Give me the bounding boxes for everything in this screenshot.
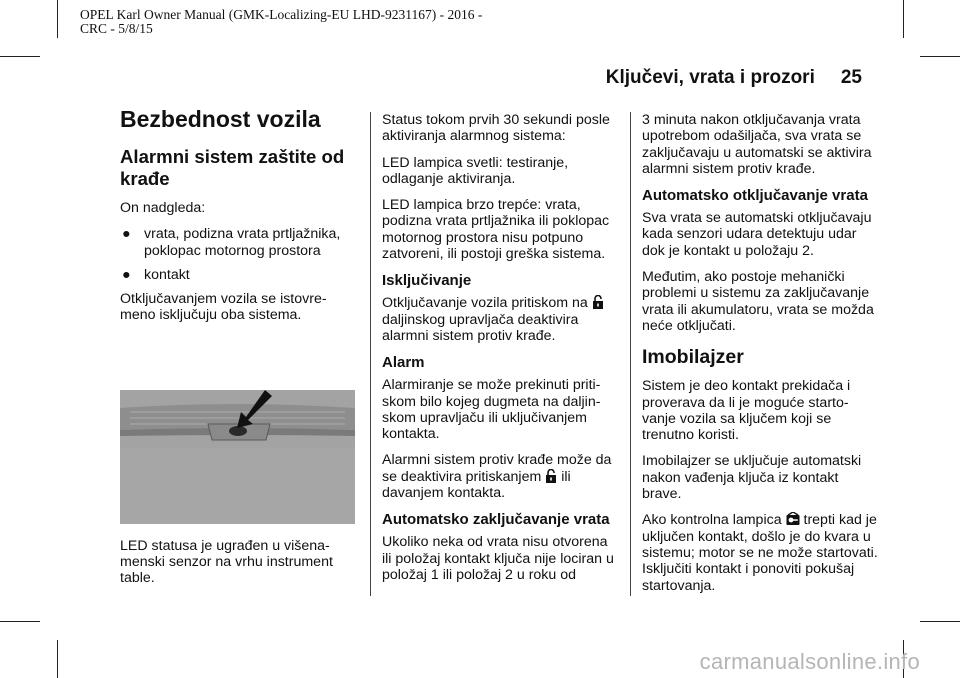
unlock-padlock-icon [545,469,557,483]
paragraph-alarm-1: Alarmiranje se može prekinuti priti-skom bilo kojeg dugmeta na daljin-skom upravljaču ili uključivanjem kontakta. [382,377,601,443]
crop-mark [57,640,58,678]
paragraph-alarm-2: Alarmni sistem protiv krađe može da se deaktivira pritiskanjem ili davanjem kontakta. [382,452,612,502]
crop-mark [0,621,40,622]
column-1 [120,106,360,597]
heading-deactivation: Isključivanje [382,272,472,290]
dashboard-illustration-svg [120,390,355,524]
page-number: 25 [840,67,862,88]
meta-line-1: OPEL Karl Owner Manual (GMK-Localizing-EU LHD-9231167) - 2016 - [80,7,483,22]
immobilizer-warning-icon [786,512,800,526]
paragraph-led-flash: LED lampica brzo trepće: vrata, podizna vrata prtljažnika ili poklopac motornog prostora nisu potpuno zatvoreni, ili postoji greška sistema. [382,197,610,263]
dashboard-led-illustration [120,390,355,524]
crop-mark [903,0,904,38]
paragraph-monitors: On nadgleda: [120,200,206,216]
unlock-padlock-icon [592,295,604,309]
bullet-icon: ● [122,226,131,243]
paragraph-status-intro: Status tokom prvih 30 sekundi posle aktiviranja alarmnog sistema: [382,112,610,145]
crop-mark [920,621,960,622]
heading-immobilizer: Imobilajzer [642,346,744,369]
paragraph-immobilizer-2: Imobilajzer se uključuje automatski nakon vađenja ključa iz kontakt brave. [642,453,862,503]
heading-auto-lock: Automatsko zaključavanje vrata [382,511,610,529]
monitored-items-list [120,226,360,283]
crop-mark [920,56,960,57]
paragraph-auto-unlock-2: Međutim, ako postoje mehanički problemi u sistemu za zaključavanje vrata ili akumulatoru, vrata se možda neće otključati. [642,269,874,334]
paragraph-immobilizer-3: Ako kontrolna lampica trepti kad je uključen kontakt, došlo je do kvara u sistemu; motor se ne može startovati. Isključiti kontakt i ponoviti pokušaj startovanja. [642,512,878,594]
running-head [606,67,862,89]
paragraph-unlock: Otključavanjem vozila se istovre-meno isključuju oba sistema. [120,291,327,324]
chapter-title: Ključevi, vrata i prozori [605,67,815,88]
column-3 [642,112,880,604]
document-meta [80,8,482,36]
heading-alarm: Alarm [382,354,425,372]
bullet-icon: ● [122,266,131,283]
heading-auto-unlock: Automatsko otključavanje vrata [642,187,868,205]
section-title: Bezbednost vozila [120,106,321,132]
paragraph-auto-unlock: Sva vrata se automatski otključavaju kada senzori udara detektuju udar dok je kontakt u položaju 2. [642,210,872,259]
meta-line-2: CRC - 5/8/15 [80,21,153,36]
subsection-title-alarm-system: Alarmni sistem zaštite od krađe [120,146,345,189]
column-divider [370,112,371,596]
list-item: ● vrata, podizna vrata prtljažnika, poklopac motornog prostora [122,226,341,259]
list-item: ● kontakt [122,266,190,283]
column-divider [630,112,631,596]
crop-mark [0,56,40,57]
column-2 [382,112,620,593]
paragraph-deactivation: Otključavanje vozila pritiskom na daljinskog upravljača deaktivira alarmni sistem protiv krađe. [382,295,620,344]
figure-caption: LED statusa je ugrađen u višena-menski senzor na vrhu instrument table. [120,537,333,587]
paragraph-auto-lock-continued: 3 minuta nakon otključavanja vrata upotrebom odašiljača, sva vrata se zaključavaju u automatski se aktivira alarmni sistem protiv krađe. [642,112,872,177]
watermark: carmanualsonline.info [699,649,920,674]
paragraph-immobilizer-1: Sistem je deo kontakt prekidača i proverava da li je moguće starto-vanje vozila sa ključem koji se trenutno koristi. [642,378,851,444]
crop-mark [57,0,58,38]
paragraph-led-on: LED lampica svetli: testiranje, odlaganje aktiviranja. [382,154,569,187]
paragraph-auto-lock: Ukoliko neka od vrata nisu otvorena ili položaj kontakt ključa nije lociran u položaj 1 ili položaj 2 u roku od [382,534,614,583]
